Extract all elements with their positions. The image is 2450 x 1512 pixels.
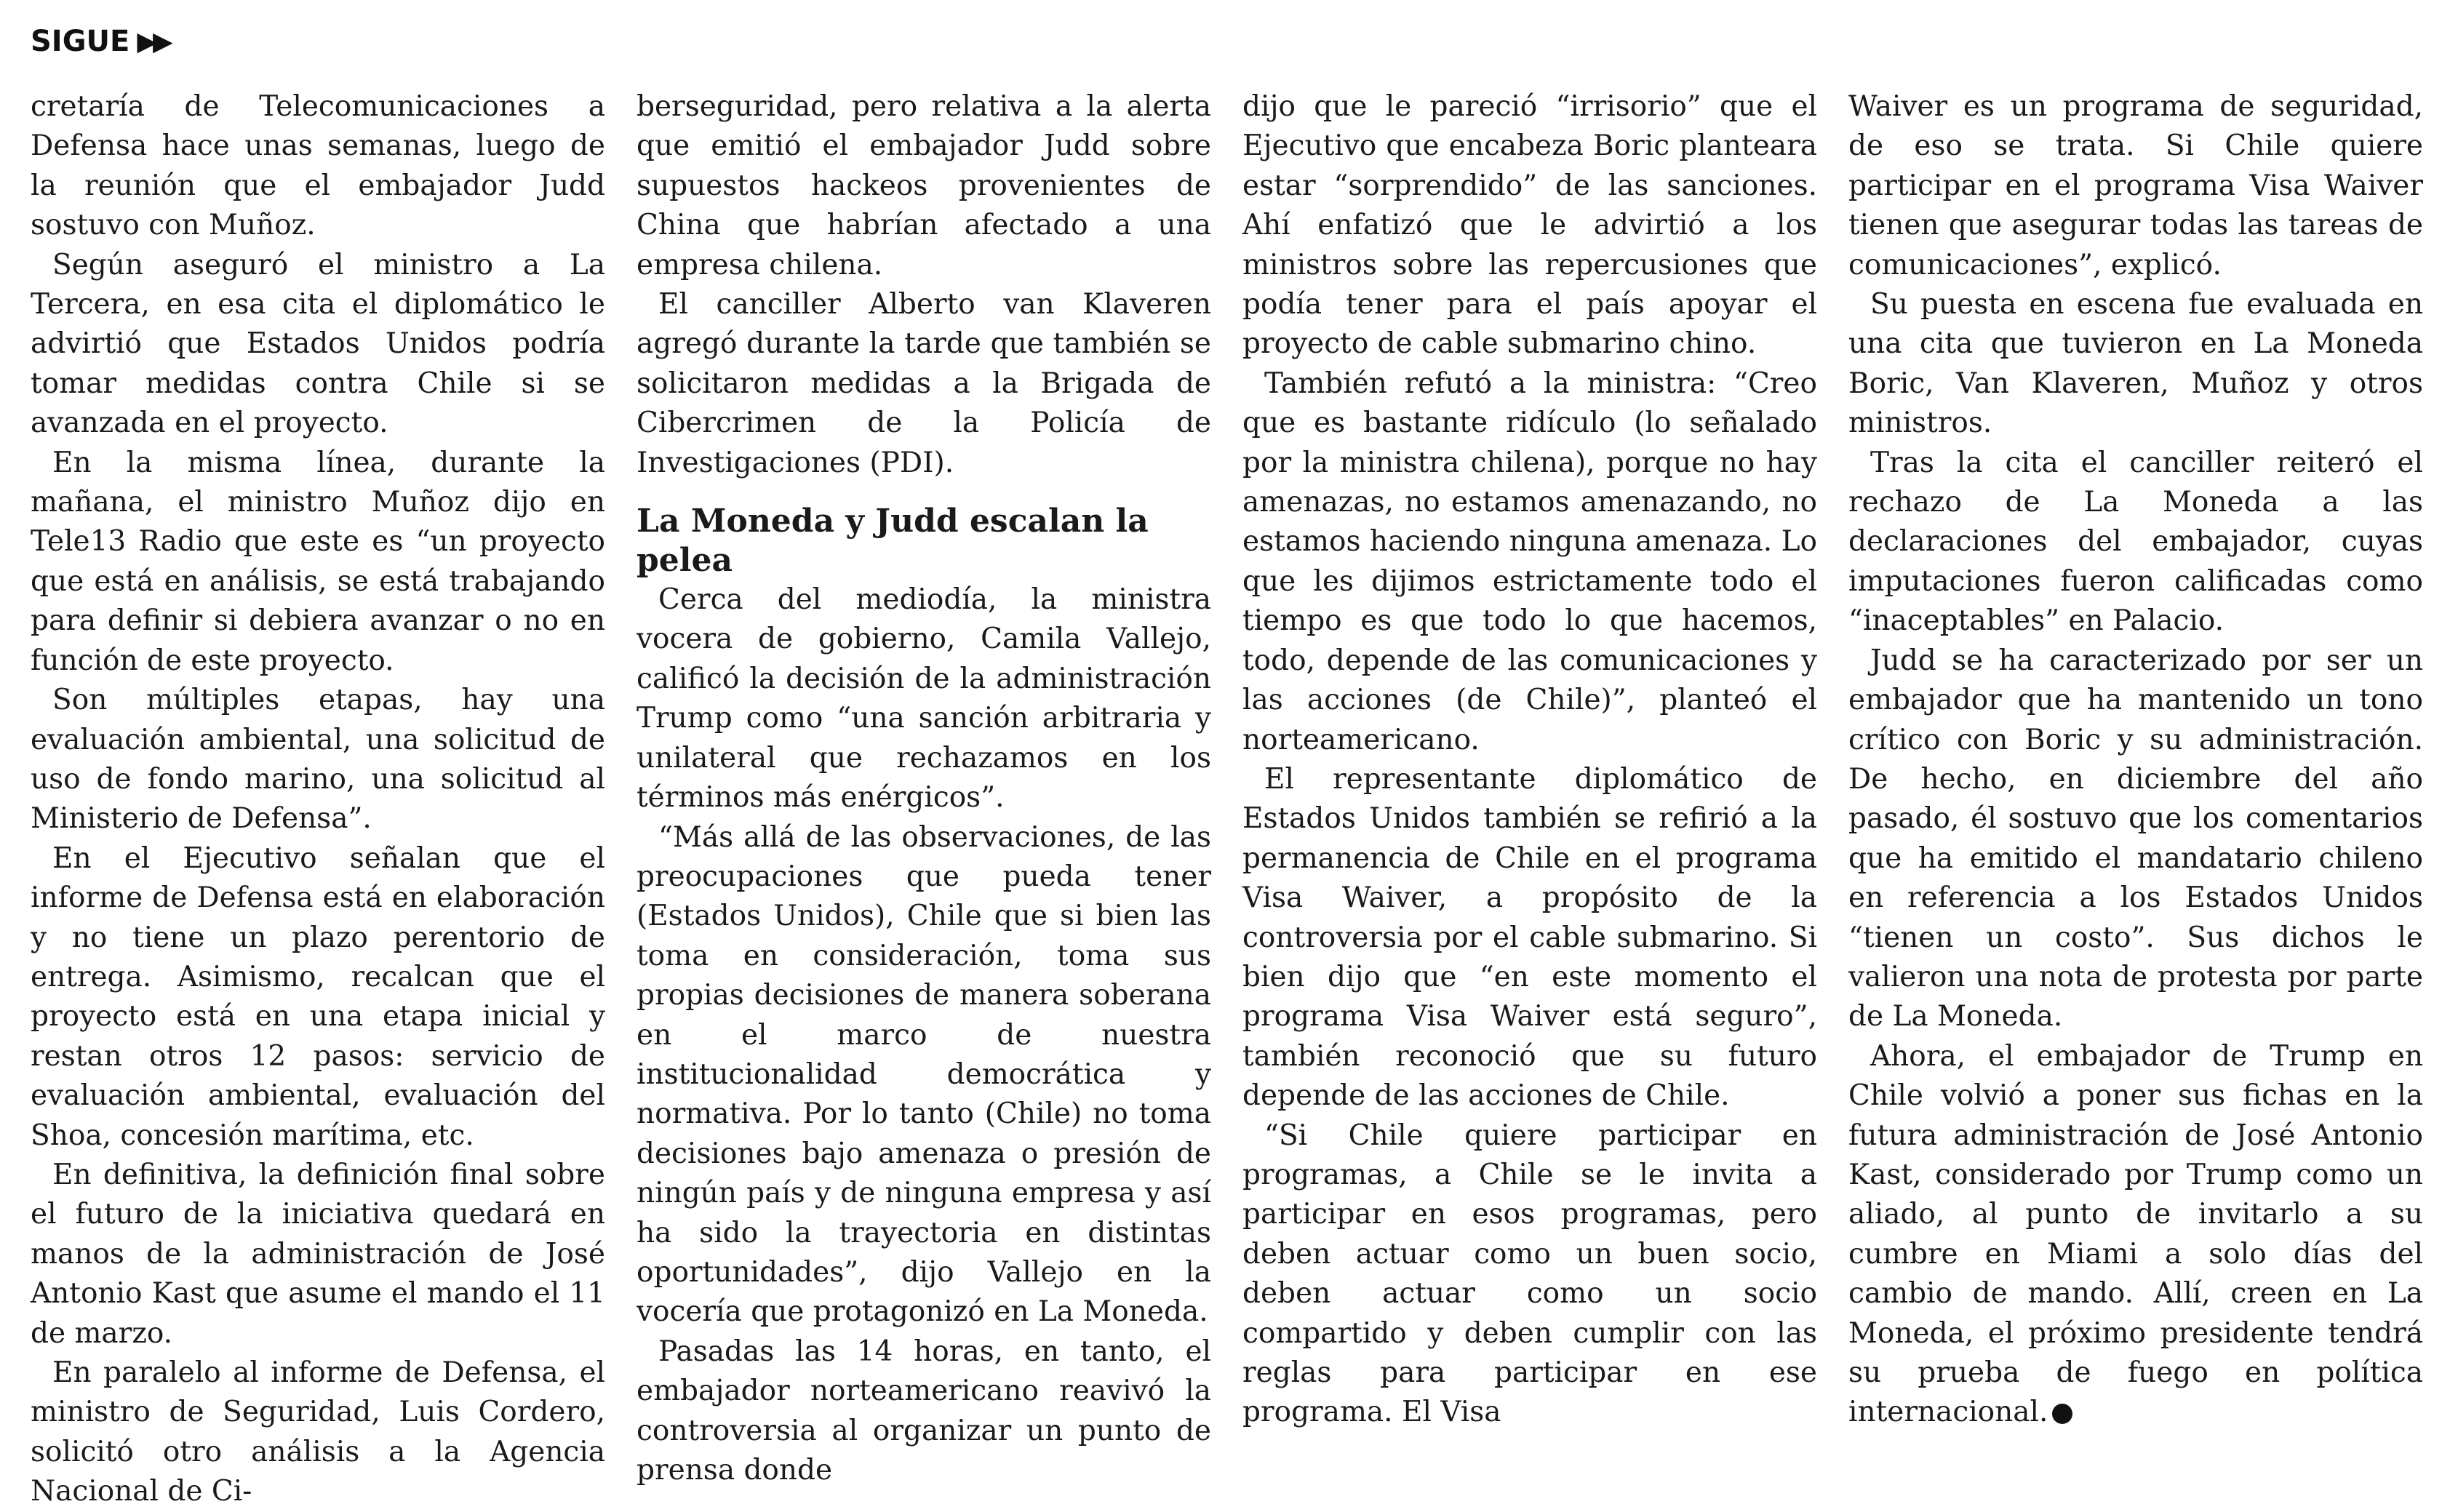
article-column-3 <box>1242 87 1817 1433</box>
paragraph: Tras la cita el canciller reiteró el rechazo de La Moneda a las declaraciones del embajador, cuyas imputaciones fueron calificadas como “inaceptables” en Palacio. <box>1848 446 2423 638</box>
paragraph: El canciller Alberto van Klaveren agregó durante la tarde que también se solicitaron medidas a la Brigada de Cibercrimen de la Policía de Investigaciones (PDI). <box>637 288 1211 479</box>
paragraph: También refutó a la ministra: “Creo que es bastante ridículo (lo señalado por la ministra chilena), porque no hay amenazas, no estamos amenazando, no estamos haciendo ninguna amenaza. Lo que les dijimos estrictamente todo el tiempo es que todo lo que hacemos, todo, depende de las comunicaciones y las acciones (de Chile)”, planteó el norteamericano. <box>1242 367 1817 756</box>
paragraph: Su puesta en escena fue evaluada en una cita que tuvieron en La Moneda Boric, Van Klaveren, Muñoz y otros ministros. <box>1848 288 2423 440</box>
paragraph: En la misma línea, durante la mañana, el ministro Muñoz dijo en Tele13 Radio que este es “un proyecto que está en análisis, se está trabajando para definir si debiera avanzar o no en función de este proyecto. <box>31 446 605 677</box>
section-subheading: La Moneda y Judd escalan la pelea <box>637 503 1149 580</box>
final-paragraph-text: Ahora, el embajador de Trump en Chile volvió a poner sus fichas en la futura administración de José Antonio Kast, considerado por Trump como un aliado, al punto de invitarlo a su cumbre en Miami a solo días del cambio de mando. Allí, creen en La Moneda, el próximo presidente tendrá su prueba de fuego en política internacional. <box>1848 1039 2423 1429</box>
paragraph: En paralelo al informe de Defensa, el ministro de Seguridad, Luis Cordero, solicitó otro análisis a la Agencia Nacional de Ci- <box>31 1356 605 1508</box>
paragraph: Waiver es un programa de seguridad, de eso se trata. Si Chile quiere participar en el programa Visa Waiver tienen que asegurar todas las tareas de comunicaciones”, explicó. <box>1848 90 2423 281</box>
paragraph: En definitiva, la definición final sobre el futuro de la iniciativa quedará en manos de la administración de José Antonio Kast que asume el mando el 11 de marzo. <box>31 1158 605 1350</box>
final-paragraph <box>1848 1037 2423 1433</box>
paragraph: berseguridad, pero relativa a la alerta que emitió el embajador Judd sobre supuestos hackeos provenientes de China que habrían afectado a una empresa chilena. <box>637 90 1211 281</box>
paragraph: “Si Chile quiere participar en programas, a Chile se le invita a participar en esos programas, pero deben actuar como un buen socio, deben actuar como un socio compartido y deben cumplir con las reglas para participar en ese programa. El Visa <box>1242 1119 1817 1429</box>
paragraph: dijo que le pareció “irrisorio” que el Ejecutivo que encabeza Boric planteara estar “sorprendido” de las sanciones. Ahí enfatizó que le advirtió a los ministros sobre las repercusiones que podía tener para el país apoyar el proyecto de cable submarino chino. <box>1242 90 1817 361</box>
article-column-2 <box>637 87 1211 1490</box>
article-column-1 <box>31 87 605 1512</box>
paragraph: Cerca del mediodía, la ministra vocera de gobierno, Camila Vallejo, calificó la decisión de la administración Trump como “una sanción arbitraria y unilateral que rechazamos en los términos más enérgicos”. <box>637 583 1211 815</box>
paragraph: cretaría de Telecomunicaciones a Defensa hace unas semanas, luego de la reunión que el embajador Judd sostuvo con Muñoz. <box>31 90 605 242</box>
paragraph: Pasadas las 14 horas, en tanto, el embajador norteamericano reavivó la controversia al organizar un punto de prensa donde <box>637 1335 1211 1487</box>
paragraph: El representante diplomático de Estados Unidos también se refirió a la permanencia de Chile en el programa Visa Waiver, a propósito de la controversia por el cable submarino. Si bien dijo que “en este momento el programa Visa Waiver está seguro”, también reconoció que su futuro depende de las acciones de Chile. <box>1242 762 1817 1113</box>
double-arrow-icon: ▶▶ <box>137 26 169 57</box>
continues-text: SIGUE <box>31 25 130 58</box>
article-column-4 <box>1848 87 2423 1433</box>
paragraph: Judd se ha caracterizado por ser un embajador que ha mantenido un tono crítico con Boric y su administración. De hecho, en diciembre del año pasado, él sostuvo que los comentarios que ha emitido el mandatario chileno en referencia a los Estados Unidos “tienen un costo”. Sus dichos le valieron una nota de protesta por parte de La Moneda. <box>1848 644 2423 1033</box>
continues-label <box>31 25 169 58</box>
paragraph: En el Ejecutivo señalan que el informe de Defensa está en elaboración y no tiene un plazo perentorio de entrega. Asimismo, recalcan que el proyecto está en una etapa inicial y restan otros 12 pasos: servicio de evaluación ambiental, evaluación del Shoa, concesión marítima, etc. <box>31 841 605 1152</box>
paragraph: Según aseguró el ministro a La Tercera, en esa cita el diplomático le advirtió que Estados Unidos podría tomar medidas contra Chile si se avanzada en el proyecto. <box>31 248 605 440</box>
end-of-article-icon <box>2052 1404 2072 1424</box>
paragraph: Son múltiples etapas, hay una evaluación ambiental, una solicitud de uso de fondo marino, una solicitud al Ministerio de Defensa”. <box>31 684 605 836</box>
paragraph: “Más allá de las observaciones, de las preocupaciones que pueda tener (Estados Unidos), Chile que si bien las toma en consideración, toma sus propias decisiones de manera soberana en el marco de nuestra institucionalidad democrática y normativa. Por lo tanto (Chile) no toma decisiones bajo amenaza o presión de ningún país y de ninguna empresa y así ha sido la trayectoria en distintas oportunidades”, dijo Vallejo en la vocería que protagonizó en La Moneda. <box>637 820 1211 1329</box>
